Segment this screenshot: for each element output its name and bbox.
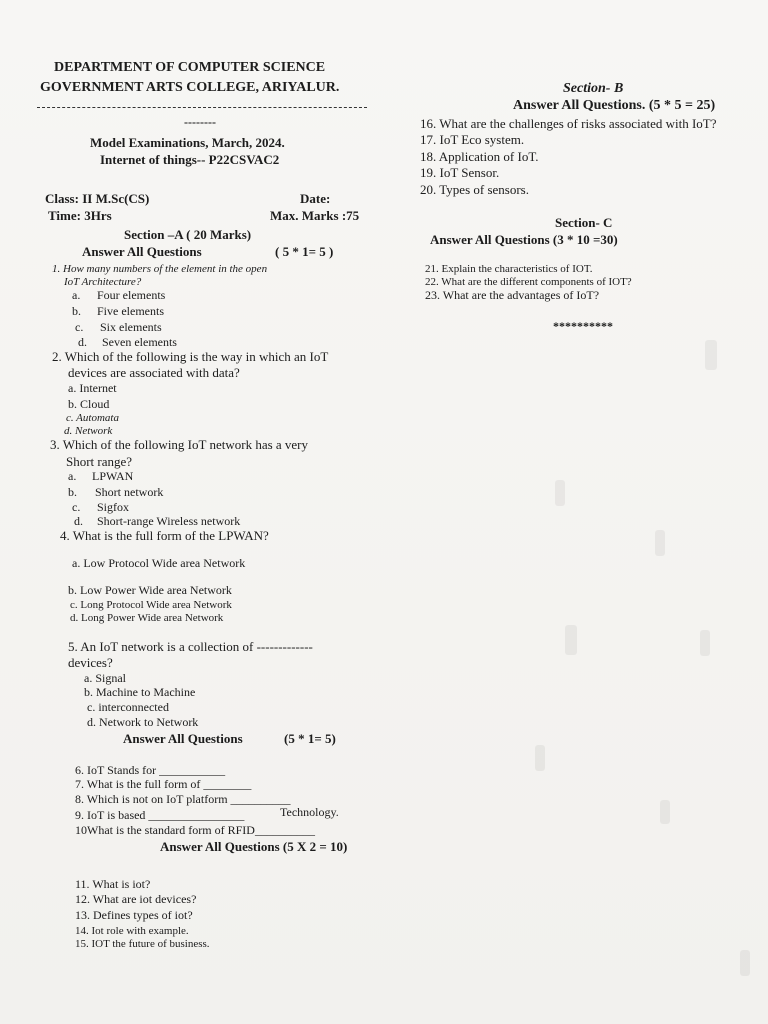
q1-option-letter: c. (75, 320, 84, 334)
q4-option-a: a. Low Protocol Wide area Network (72, 556, 246, 570)
q3-option-letter: d. (74, 514, 83, 528)
question-5-cont: devices? (68, 655, 113, 670)
question-6: 6. IoT Stands for ___________ (75, 763, 226, 777)
question-11: 11. What is iot? (75, 877, 151, 891)
section-b-instruction: Answer All Questions. (5 * 5 = 25) (513, 98, 716, 113)
fill-instruction: Answer All Questions (123, 731, 243, 746)
question-9: 9. IoT is based ________________ (75, 808, 245, 822)
question-1-cont: IoT Architecture? (64, 276, 142, 288)
q2-option-c: c. Automata (66, 412, 119, 424)
q5-option-a: a. Signal (84, 671, 126, 685)
q1-option-letter: b. (72, 304, 81, 318)
section-a-instruction: Answer All Questions (82, 244, 202, 259)
question-9-suffix: Technology. (280, 805, 339, 819)
q3-option-c: Sigfox (97, 500, 130, 514)
question-3: 3. Which of the following IoT network has a very (50, 437, 309, 452)
q1-option-c: Six elements (100, 320, 162, 334)
question-4: 4. What is the full form of the LPWAN? (60, 528, 269, 543)
question-20: 20. Types of sensors. (420, 182, 529, 197)
question-8: 8. Which is not on IoT platform __________ (75, 792, 291, 806)
q3-option-letter: b. (68, 485, 77, 499)
q3-option-letter: c. (72, 500, 81, 514)
question-3-cont: Short range? (66, 454, 133, 469)
q1-option-d: Seven elements (102, 335, 177, 349)
header-dashes: -------- (184, 115, 216, 129)
question-14: 14. Iot role with example. (75, 925, 189, 937)
section-a-title: Section –A ( 20 Marks) (124, 227, 252, 242)
q1-option-b: Five elements (97, 304, 164, 318)
paper-crease (655, 530, 665, 556)
paper-crease (565, 625, 577, 655)
max-marks-label: Max. Marks :75 (270, 208, 360, 223)
question-18: 18. Application of IoT. (420, 149, 539, 164)
q1-option-letter: a. (72, 288, 81, 302)
department-title: DEPARTMENT OF COMPUTER SCIENCE (54, 60, 326, 75)
q1-option-a: Four elements (97, 288, 166, 302)
q4-option-c: c. Long Protocol Wide area Network (70, 599, 232, 611)
question-2: 2. Which of the following is the way in which an IoT (52, 349, 329, 364)
paper-crease (535, 745, 545, 771)
q1-option-letter: d. (78, 335, 87, 349)
question-19: 19. IoT Sensor. (420, 165, 500, 180)
paper-crease (705, 340, 717, 370)
section-a-marks: ( 5 * 1= 5 ) (275, 244, 334, 259)
q4-option-d: d. Long Power Wide area Network (70, 612, 224, 624)
section-b-title: Section- B (563, 81, 624, 96)
q3-option-letter: a. (68, 469, 77, 483)
section-c-instruction: Answer All Questions (3 * 10 =30) (430, 232, 618, 247)
question-23: 23. What are the advantages of IoT? (425, 288, 600, 302)
section-c-title: Section- C (555, 215, 613, 230)
question-12: 12. What are iot devices? (75, 892, 197, 906)
question-5: 5. An IoT network is a collection of ------------- (68, 639, 313, 654)
paper-crease (660, 800, 670, 824)
question-1: 1. How many numbers of the element in the open (52, 263, 268, 275)
question-22: 22. What are the different components of IOT? (425, 276, 632, 288)
date-label: Date: (300, 191, 331, 206)
q2-option-b: b. Cloud (68, 397, 110, 411)
question-16: 16. What are the challenges of risks associated with IoT? (420, 116, 717, 131)
q2-option-d: d. Network (64, 425, 113, 437)
q3-option-b: Short network (95, 485, 164, 499)
q3-option-d: Short-range Wireless network (97, 514, 241, 528)
paper-crease (700, 630, 710, 656)
q5-option-d: d. Network to Network (87, 715, 199, 729)
question-13: 13. Defines types of iot? (75, 908, 193, 922)
question-17: 17. IoT Eco system. (420, 132, 525, 147)
question-10: 10What is the standard form of RFID__________ (75, 823, 315, 837)
time-label: Time: 3Hrs (48, 208, 112, 223)
exam-title: Model Examinations, March, 2024. (90, 135, 285, 150)
end-of-paper-mark: ********** (553, 319, 613, 333)
class-label: Class: II M.Sc(CS) (45, 191, 150, 206)
q5-option-b: b. Machine to Machine (84, 685, 196, 699)
fill-marks: (5 * 1= 5) (284, 731, 336, 746)
question-2-cont: devices are associated with data? (68, 365, 240, 380)
college-title: GOVERNMENT ARTS COLLEGE, ARIYALUR. (40, 80, 340, 95)
short-instruction: Answer All Questions (5 X 2 = 10) (160, 839, 348, 854)
q3-option-a: LPWAN (92, 469, 134, 483)
course-title: Internet of things-- P22CSVAC2 (100, 152, 280, 167)
question-15: 15. IOT the future of business. (75, 938, 210, 950)
question-21: 21. Explain the characteristics of IOT. (425, 263, 593, 275)
question-7: 7. What is the full form of ________ (75, 777, 252, 791)
q5-option-c: c. interconnected (87, 700, 169, 714)
q4-option-b: b. Low Power Wide area Network (68, 583, 232, 597)
paper-crease (740, 950, 750, 976)
header-divider (37, 107, 367, 108)
q2-option-a: a. Internet (68, 381, 117, 395)
paper-crease (555, 480, 565, 506)
